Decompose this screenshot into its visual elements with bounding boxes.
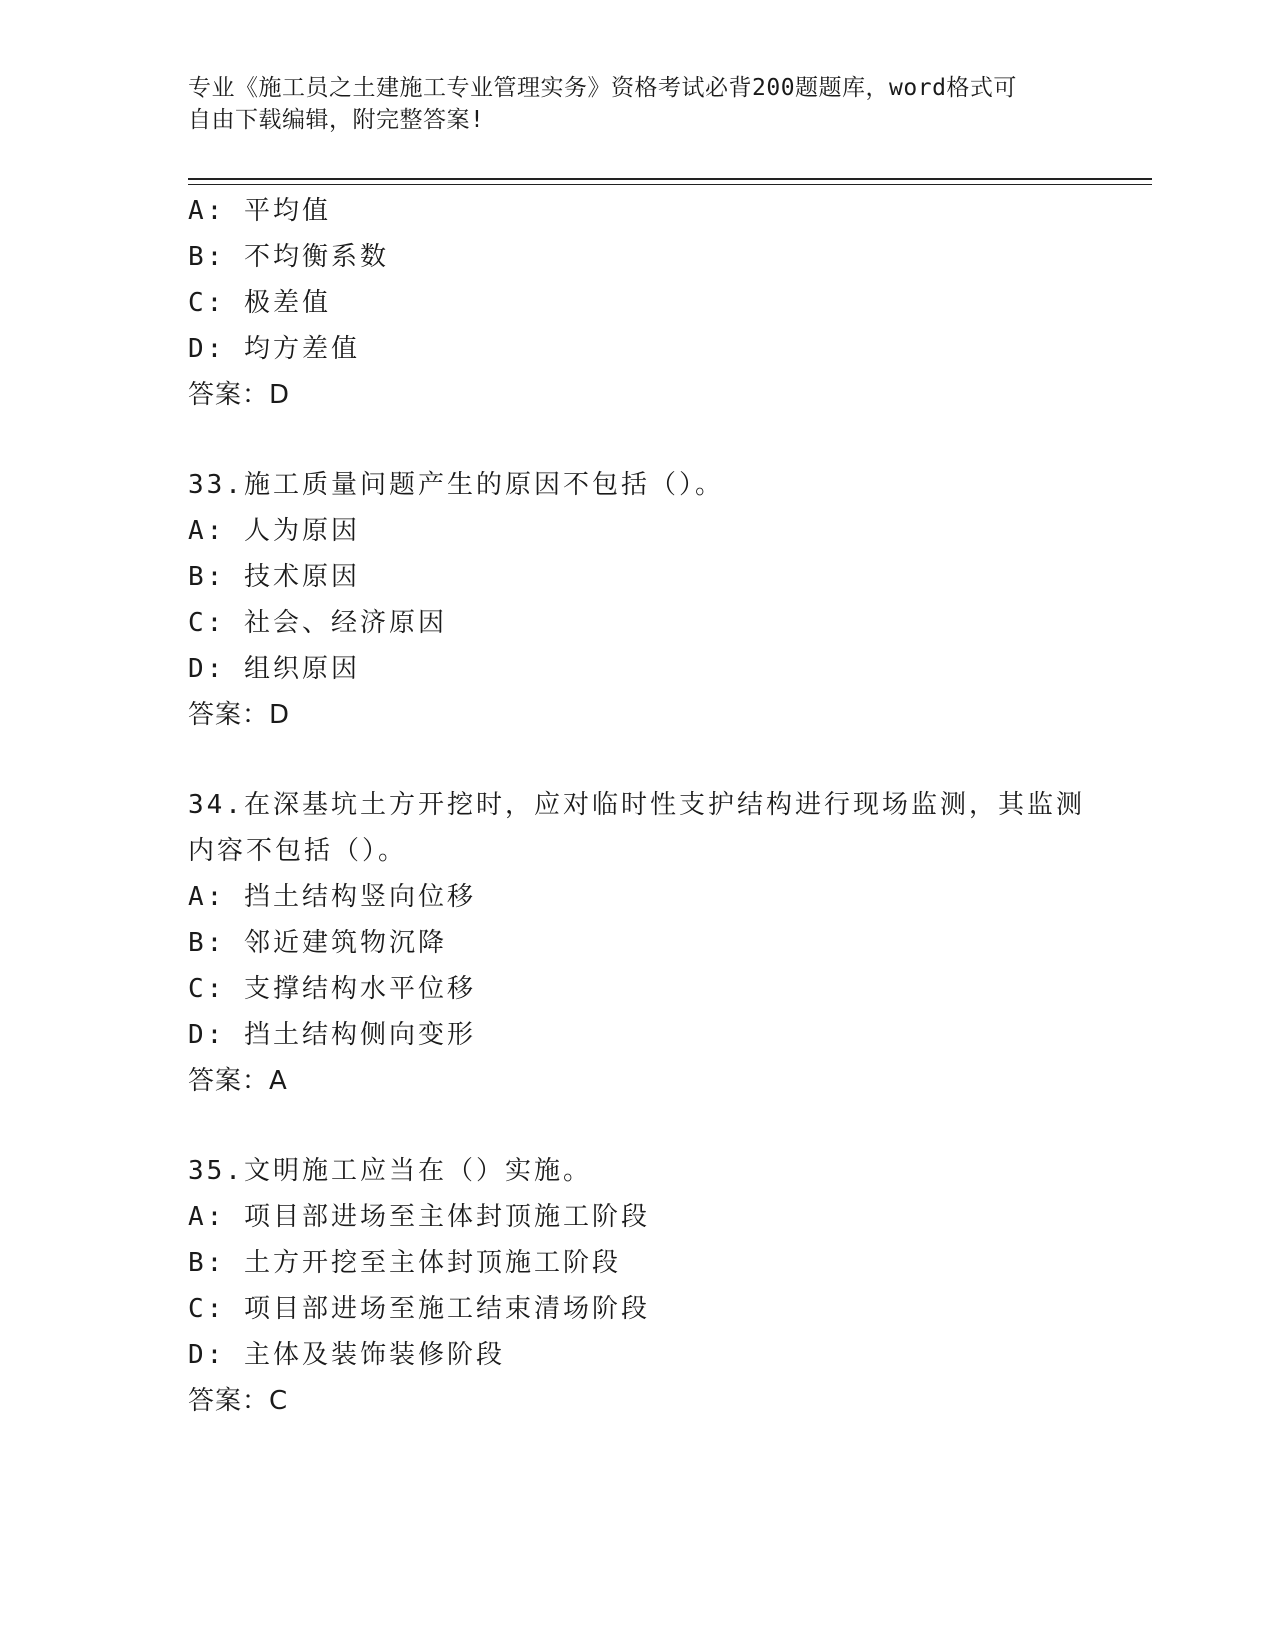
answer-value: D (269, 700, 291, 730)
header-title-line-1: 专业《施工员之土建施工专业管理实务》资格考试必背200题题库，word格式可 (188, 75, 1017, 101)
header-title-line-2: 自由下载编辑，附完整答案! (188, 107, 485, 133)
answer-line (188, 692, 1108, 738)
page-header (188, 72, 1068, 136)
option-d: D: 主体及装饰装修阶段 (188, 1340, 505, 1370)
option-b: B: 不均衡系数 (188, 242, 389, 272)
answer-label: 答案： (188, 380, 270, 410)
question-block-35 (188, 1148, 1108, 1424)
question-block-32 (188, 188, 1108, 418)
option-c: C: 极差值 (188, 288, 331, 318)
answer-line (188, 1058, 1108, 1104)
answer-label: 答案： (188, 700, 270, 730)
option-b: B: 邻近建筑物沉降 (188, 928, 447, 958)
question-text-line-2: 内容不包括（）。 (188, 836, 408, 866)
option-d: D: 挡土结构侧向变形 (188, 1020, 476, 1050)
header-rule-thick (188, 178, 1152, 180)
answer-value: D (269, 380, 291, 410)
answer-line (188, 372, 1108, 418)
option-a: A: 挡土结构竖向位移 (188, 882, 476, 912)
answer-value: C (269, 1386, 289, 1416)
option-a: A: 人为原因 (188, 516, 360, 546)
answer-label: 答案： (188, 1386, 270, 1416)
question-block-34 (188, 782, 1108, 1104)
question-list (188, 188, 1108, 1424)
header-rule-thin (188, 184, 1152, 185)
option-b: B: 土方开挖至主体封顶施工阶段 (188, 1248, 621, 1278)
question-text: 33.施工质量问题产生的原因不包括（）。 (188, 470, 724, 500)
question-block-33 (188, 462, 1108, 738)
answer-line (188, 1378, 1108, 1424)
option-d: D: 组织原因 (188, 654, 360, 684)
option-a: A: 项目部进场至主体封顶施工阶段 (188, 1202, 650, 1232)
answer-label: 答案： (188, 1066, 270, 1096)
answer-value: A (269, 1066, 288, 1096)
option-c: C: 支撑结构水平位移 (188, 974, 476, 1004)
option-c: C: 项目部进场至施工结束清场阶段 (188, 1294, 650, 1324)
option-a: A: 平均值 (188, 196, 331, 226)
option-c: C: 社会、经济原因 (188, 608, 447, 638)
question-text-line-1: 34.在深基坑土方开挖时，应对临时性支护结构进行现场监测，其监测 (188, 790, 1085, 820)
option-d: D: 均方差值 (188, 334, 360, 364)
option-b: B: 技术原因 (188, 562, 360, 592)
question-text: 35.文明施工应当在（）实施。 (188, 1156, 592, 1186)
